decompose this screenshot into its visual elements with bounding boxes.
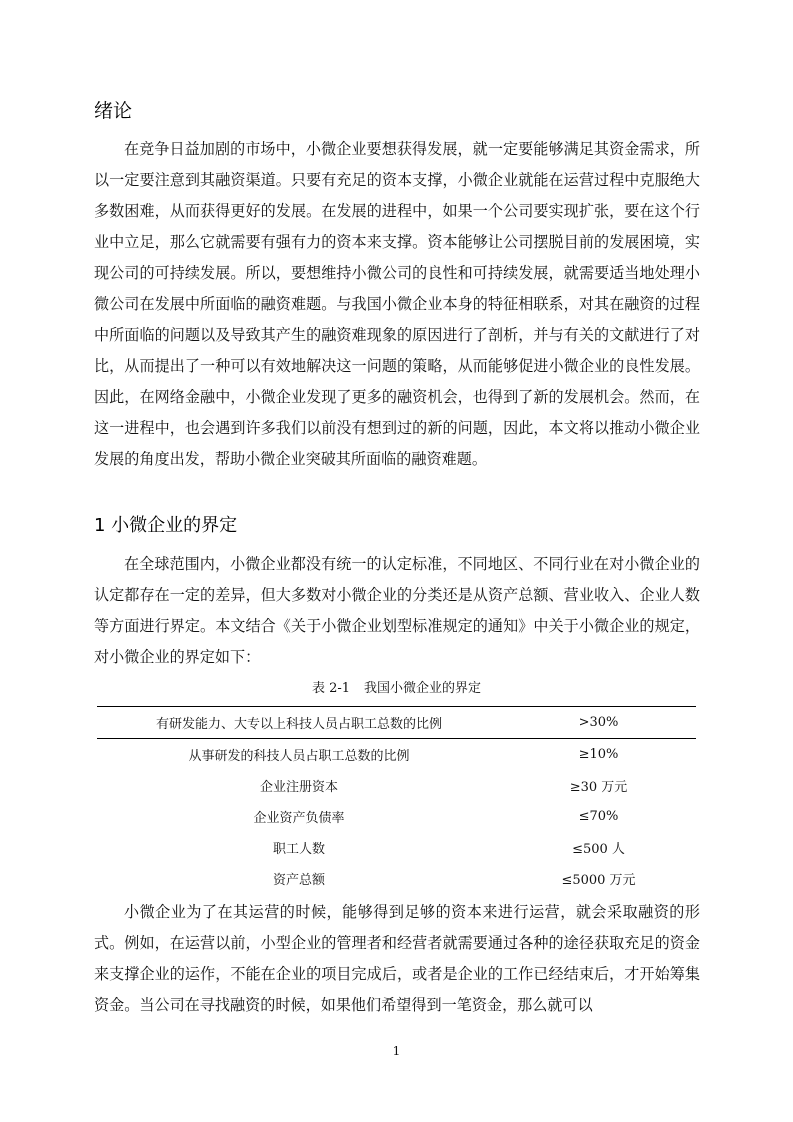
intro-paragraph: 在竞争日益加剧的市场中，小微企业要想获得发展，就一定要能够满足其资金需求，所以一定要注意到其融资渠道。只要有充足的资本支撑，小微企业就能在运营过程中克服绝大多数困难，从而获得更好的发展。在发展的进程中，如果一个公司要实现扩张，要在这个行业中立足，那么它就需要有强有力的资本来支撑。资本能够让公司摆脱目前的发展困境，实现公司的可持续发展。所以，要想维持小微公司的良性和可持续发展，就需要适当地处理小微公司在发展中所面临的融资难题。与我国小微企业本身的特征相联系，对其在融资的过程中所面临的问题以及导致其产生的融资难现象的原因进行了剖析，并与有关的文献进行了对比，从而提出了一种可以有效地解决这一问题的策略，从而能够促进小微企业的良性发展。因此，在网络金融中，小微企业发现了更多的融资机会，也得到了新的发展机会。然而，在这一进程中，也会遇到许多我们以前没有想到过的新的问题，因此，本文将以推动小微企业发展的角度出发，帮助小微企业突破其所面临的融资难题。	[94, 140, 700, 468]
page-number: 1	[392, 1044, 401, 1058]
table-row	[97, 863, 696, 894]
table-row	[97, 707, 696, 739]
table-row	[97, 770, 696, 801]
table-cell-value: ≤500 人	[572, 842, 625, 857]
section-1-heading: 1 小微企业的界定	[94, 515, 238, 536]
table-cell-value: ≥10%	[578, 747, 619, 762]
table-row	[97, 739, 696, 771]
section-1-paragraph-2: 小微企业为了在其运营的时候，能够得到足够的资本来进行运营，就会采取融资的形式。例如，在运营以前，小型企业的管理者和经营者就需要通过各种的途径获取充足的资金来支撑企业的运作，不能在企业的项目完成后，或者是企业的工作已经结束后，才开始筹集资金。当公司在寻找融资的时候，如果他们希望得到一笔资金，那么就可以	[94, 903, 700, 1014]
table-cell-value: ≤5000 万元	[561, 873, 636, 888]
table-row	[97, 832, 696, 863]
definition-table	[97, 706, 696, 894]
table-cell-item: 企业资产负债率	[253, 811, 345, 826]
table-cell-item: 企业注册资本	[259, 780, 338, 795]
table-cell-value: >30%	[501, 707, 696, 739]
table-cell-item: 有研发能力、大专以上科技人员占职工总数的比例	[97, 707, 501, 739]
table-caption-number: 表 2-1	[311, 681, 351, 696]
table-row	[97, 801, 696, 832]
table-cell-item: 职工人数	[272, 842, 325, 857]
table-cell-item: 从事研发的科技人员占职工总数的比例	[188, 749, 410, 764]
table-cell-item: 资产总额	[272, 873, 325, 888]
table-caption-title: 我国小微企业的界定	[364, 681, 482, 696]
intro-heading: 绪论	[94, 100, 133, 122]
table-cell-value: ≥30 万元	[569, 780, 628, 795]
table-caption	[0, 680, 793, 698]
table-cell-value: ≤70%	[578, 809, 619, 824]
section-1-paragraph-1: 在全球范围内，小微企业都没有统一的认定标准，不同地区、不同行业在对小微企业的认定都存在一定的差异，但大多数对小微企业的分类还是从资产总额、营业收入、企业人数等方面进行界定。本文结合《关于小微企业划型标准规定的通知》中关于小微企业的规定，对小微企业的界定如下：	[94, 555, 700, 666]
